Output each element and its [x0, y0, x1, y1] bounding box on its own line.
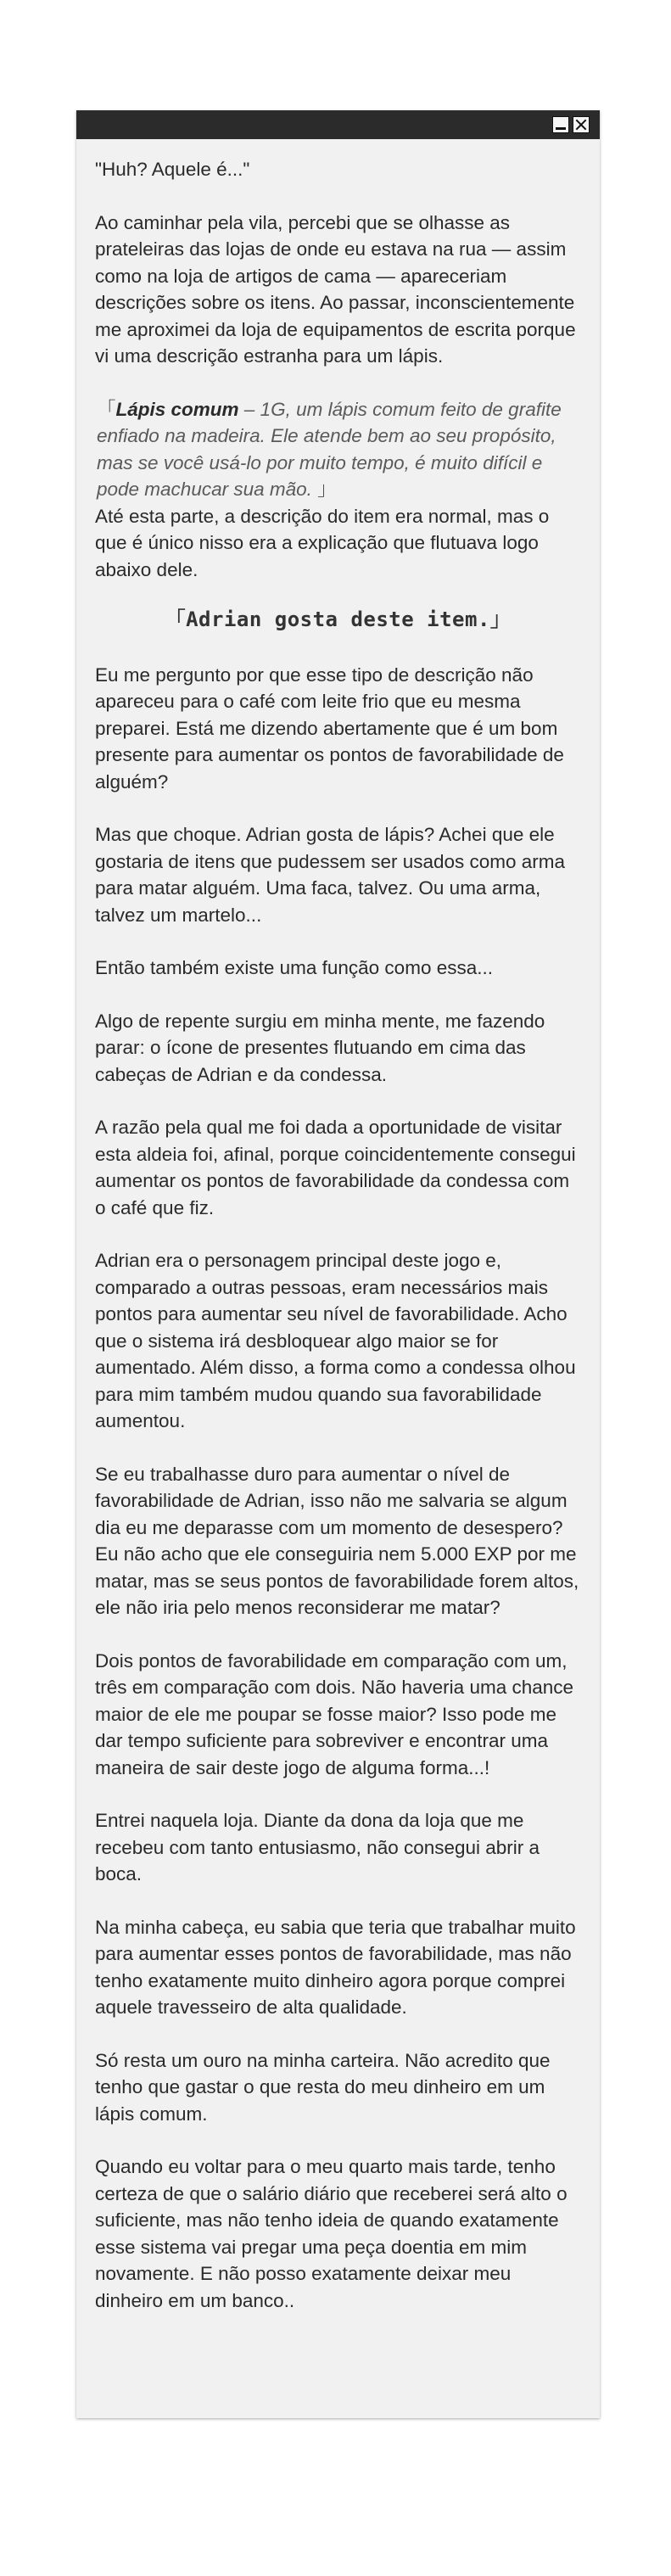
paragraph-8: A razão pela qual me foi dada a oportunidade de visitar esta aldeia foi, afinal, porque coincidentemente consegui aumentar os pontos de favorabilidade da condessa com o café que fiz.	[95, 1117, 576, 1218]
paragraph-11: Dois pontos de favorabilidade em comparação com um, três em comparação com dois. Não haveria uma chance maior de ele me poupar se fosse maior? Isso pode me dar tempo suficiente para sobreviver e encontrar uma maneira de sair deste jogo de alguma forma...!	[95, 1649, 574, 1778]
paragraph-7: Algo de repente surgiu em minha mente, me fazendo parar: o ícone de presentes flutuando em cima das cabeças de Adrian e da condessa.	[95, 1010, 545, 1085]
item-close-bracket: 」	[317, 479, 337, 500]
paragraph-2: Ao caminhar pela vila, percebi que se olhasse as prateleiras das lojas de onde eu estava na rua — assim como na loja de artigos de cama — apareceriam descrições sobre os itens. Ao passar, inconscientemente me aproximei da loja de equipamentos de escrita porque vi uma descrição estranha para um lápis.	[95, 211, 576, 367]
item-open-bracket: 「	[97, 398, 116, 420]
paragraph-9: Adrian era o personagem principal deste jogo e, comparado a outras pessoas, eram necessários mais pontos para aumentar seu nível de favorabilidade. Acho que o sistema irá desbloquear algo maior se for aumentado. Além disso, a forma como a condessa olhou para mim também mudou quando sua favorabilidade aumentou.	[95, 1250, 576, 1431]
window-titlebar	[76, 110, 600, 139]
paragraph-14: Só resta um ouro na minha carteira. Não acredito que tenho que gastar o que resta do meu dinheiro em um lápis comum.	[95, 2049, 551, 2125]
paragraph-6: Então também existe uma função como essa...	[95, 957, 493, 978]
paragraph-4: Eu me pergunto por que esse tipo de descrição não apareceu para o café com leite frio que eu mesma preparei. Está me dizendo abertamente que é um bom presente para aumentar os pontos de favorabilidade de alguém?	[95, 664, 564, 792]
system-message: 「Adrian gosta deste item.」	[165, 608, 512, 631]
reader-window	[76, 110, 600, 2418]
item-description	[95, 396, 581, 503]
paragraph-5: Mas que choque. Adrian gosta de lápis? Achei que ele gostaria de itens que pudessem ser usados como arma para matar alguém. Uma faca, talvez. Ou uma arma, talvez um martelo...	[95, 824, 566, 926]
paragraph-12: Entrei naquela loja. Diante da dona da loja que me recebeu com tanto entusiasmo, não consegui abrir a boca.	[95, 1810, 540, 1884]
item-name: Lápis comum	[115, 398, 239, 420]
item-text: – 1G, um lápis comum feito de grafite enfiado na madeira. Ele atende bem ao seu propósito, mas se você usá-lo por muito tempo, é muito difícil e pode machucar sua mão.	[97, 398, 562, 500]
close-icon[interactable]	[573, 116, 590, 133]
paragraph-13: Na minha cabeça, eu sabia que teria que trabalhar muito para aumentar esses pontos de favorabilidade, mas não tenho exatamente muito dinheiro agora porque comprei aquele travesseiro de alta qualidade.	[95, 1916, 576, 2018]
paragraph-10: Se eu trabalhasse duro para aumentar o nível de favorabilidade de Adrian, isso não me salvaria se algum dia eu me deparasse com um momento de desespero? Eu não acho que ele conseguiria nem 5.000 EXP por me matar, mas se seus pontos de favorabilidade forem altos, ele não iria pelo menos reconsiderar me matar?	[95, 1463, 579, 1618]
story-content	[76, 139, 600, 2314]
minimize-icon[interactable]	[552, 116, 569, 133]
paragraph-15: Quando eu voltar para o meu quarto mais tarde, tenho certeza de que o salário diário que receberei será alto o suficiente, mas não tenho ideia de quando exatamente esse sistema vai pregar uma peça doentia em mim novamente. E não posso exatamente deixar meu dinheiro em um banco..	[95, 2156, 568, 2311]
paragraph-3: Até esta parte, a descrição do item era normal, mas o que é único nisso era a explicação que flutuava logo abaixo dele.	[95, 505, 550, 580]
paragraph-1: "Huh? Aquele é..."	[95, 159, 250, 180]
